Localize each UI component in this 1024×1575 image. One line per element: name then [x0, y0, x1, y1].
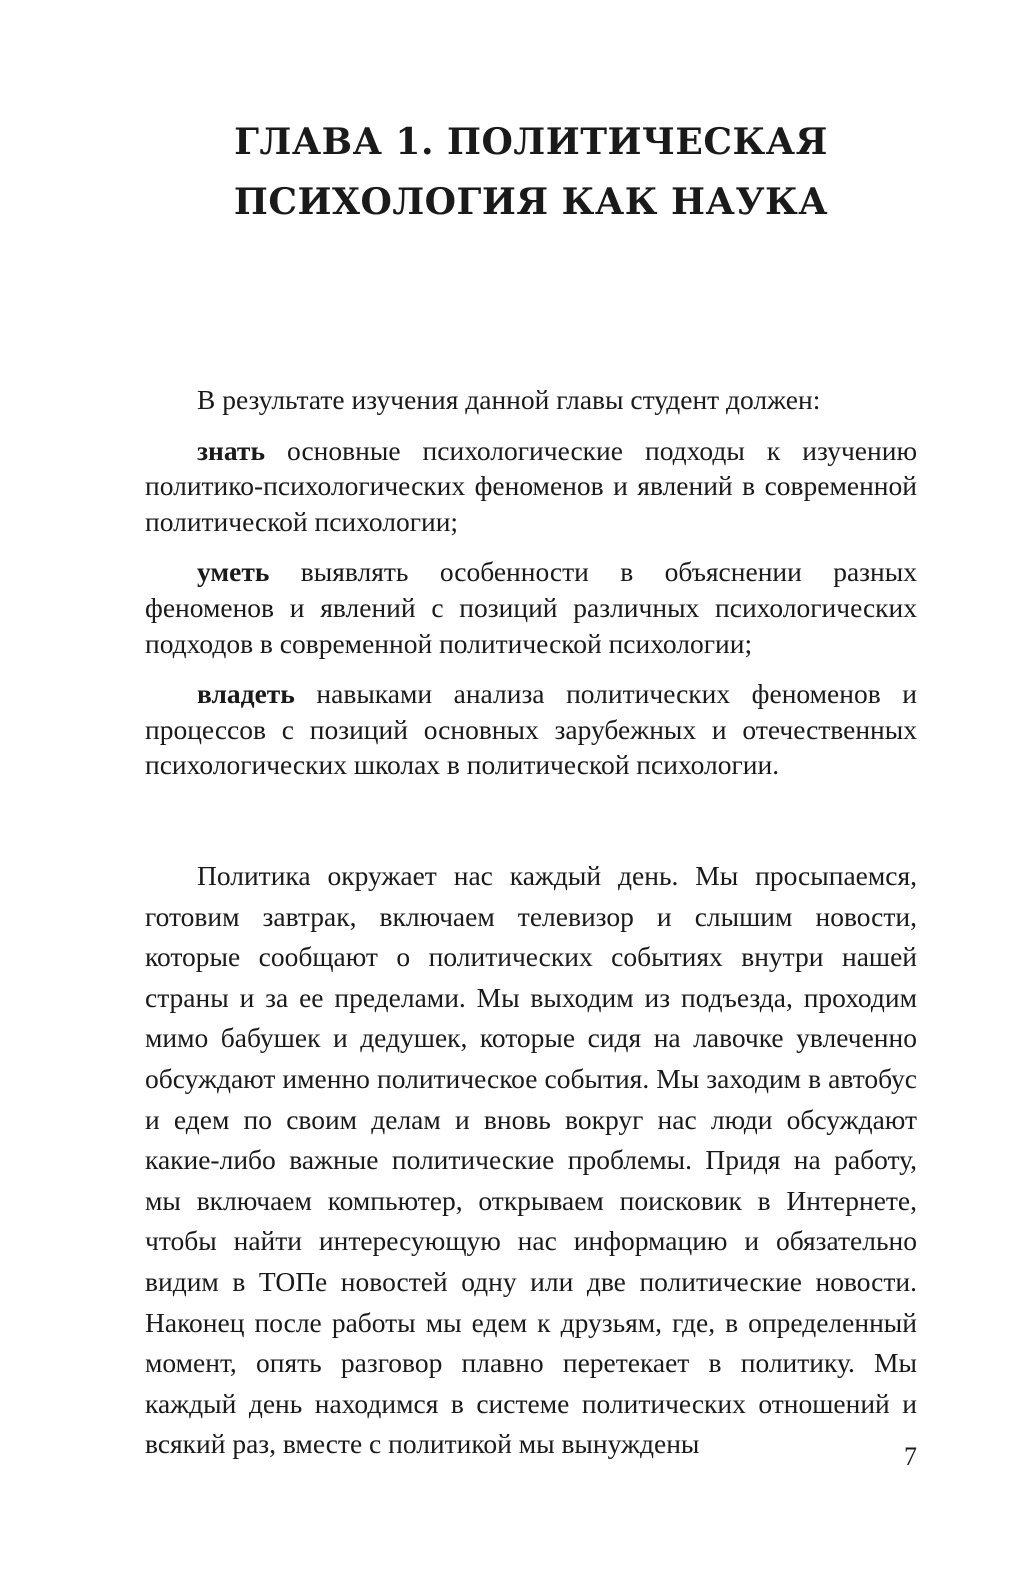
body-paragraph: Политика окружает нас каждый день. Мы просыпаемся, готовим завтрак, включаем телевизор и слышим новости, которые сообщают о политических событиях внутри нашей страны и за ее пределами. Мы выходим из подъезда, проходим мимо бабушек и дедушек, которые сидя на лавочке увлеченно обсуждают именно политическое события. Мы заходим в автобус и едем по своим делам и вновь вокруг нас люди обсуждают какие-либо важные политические проблемы. Придя на работу, мы включаем компьютер, открываем поисковик в Интернете, чтобы найти интересующую нас информацию и обязательно видим в ТОПе новостей одну или две политические новости. Наконец после работы мы едем к друзьям, где, в определенный момент, опять разговор плавно перетекает в политику. Мы каждый день находимся в системе политических отношений и всякий раз, вместе с политикой мы вынуждены — [145, 860, 917, 1460]
objective-can — [145, 554, 917, 661]
objective-know-term: знать — [197, 434, 265, 466]
objective-know-text: основные психологические подходы к изучению политико-психологических феноменов и явлений в современной политической психологии; — [145, 434, 917, 537]
page-number: 7 — [904, 1442, 917, 1471]
objective-own-term: владеть — [197, 678, 295, 710]
objective-own — [145, 676, 917, 783]
objective-own-text: навыками анализа политических феноменов и процессов с позиций основных зарубежных и отечественных психологических школах в политической психологии. — [145, 678, 917, 781]
chapter-title-line-1: ГЛАВА 1. ПОЛИТИЧЕСКАЯ — [234, 121, 828, 163]
objective-can-text: выявлять особенности в объяснении разных феноменов и явлений с позиций различных психологических подходов в современной политической психологии; — [145, 556, 917, 659]
objective-know — [145, 433, 917, 540]
objectives-intro: В результате изучения данной главы студент должен: — [197, 384, 821, 415]
chapter-title — [145, 112, 917, 232]
objective-can-term: уметь — [197, 556, 270, 588]
chapter-title-line-2: ПСИХОЛОГИЯ КАК НАУКА — [233, 181, 829, 223]
learning-objectives — [145, 382, 917, 798]
main-text — [145, 856, 917, 1465]
